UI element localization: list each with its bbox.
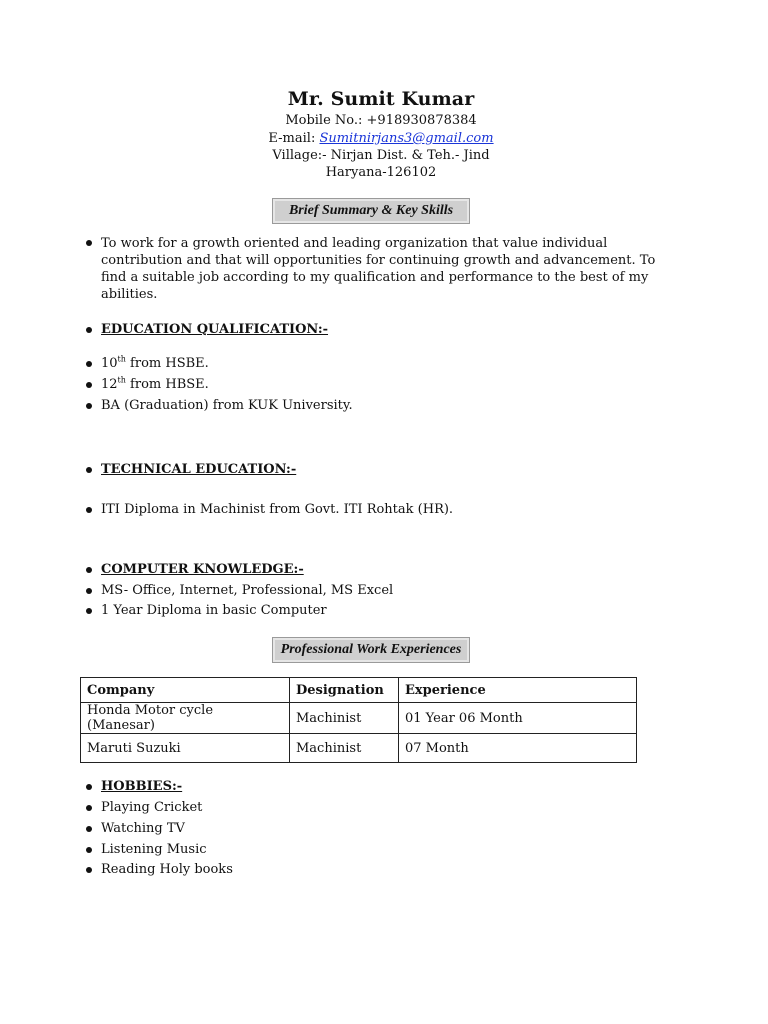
- bullet-icon: [86, 240, 92, 246]
- education-text: from HBSE.: [125, 377, 209, 392]
- computer-heading: COMPUTER KNOWLEDGE:-: [101, 562, 304, 577]
- table-cell: 01 Year 06 Month: [399, 703, 637, 734]
- table-cell: Machinist: [290, 734, 399, 763]
- education-item: [101, 355, 209, 372]
- summary-section-title: Brief Summary & Key Skills: [272, 198, 470, 224]
- bullet-icon: [86, 567, 92, 573]
- table-row: [81, 703, 637, 734]
- table-header-cell: Designation: [290, 678, 399, 703]
- bullet-icon: [86, 867, 92, 873]
- table-header-cell: Experience: [399, 678, 637, 703]
- email-label: E-mail:: [268, 131, 320, 146]
- candidate-name: Mr. Sumit Kumar: [287, 88, 475, 110]
- education-item: [101, 376, 209, 393]
- email-line: [0, 130, 762, 147]
- table-header-cell: Company: [81, 678, 290, 703]
- bullet-icon: [86, 382, 92, 388]
- table-cell: 07 Month: [399, 734, 637, 763]
- table-header-row: [81, 678, 637, 703]
- summary-paragraph: To work for a growth oriented and leading organization that value individual contribution and that will opportunities for continuing growth and advancement. To find a suitable job according to my qualification and performance to the best of my abilities.: [101, 236, 656, 302]
- bullet-icon: [86, 403, 92, 409]
- bullet-icon: [86, 361, 92, 367]
- bullet-icon: [86, 467, 92, 473]
- table-cell: Maruti Suzuki: [81, 734, 290, 763]
- table-cell: Machinist: [290, 703, 399, 734]
- computer-item: MS- Office, Internet, Professional, MS Excel: [101, 583, 394, 598]
- table-row: [81, 734, 637, 763]
- address-line-2: Haryana-126102: [325, 165, 437, 180]
- bullet-icon: [86, 327, 92, 333]
- hobbies-heading: HOBBIES:-: [101, 779, 183, 794]
- hobby-item: Playing Cricket: [101, 800, 203, 815]
- education-number: 10: [101, 356, 118, 371]
- experience-section-title: Professional Work Experiences: [272, 637, 470, 663]
- mobile-number: Mobile No.: +918930878384: [285, 113, 477, 128]
- bullet-icon: [86, 784, 92, 790]
- technical-heading: TECHNICAL EDUCATION:-: [101, 462, 297, 477]
- education-heading: EDUCATION QUALIFICATION:-: [101, 322, 329, 337]
- hobby-item: Reading Holy books: [101, 862, 233, 877]
- email-link[interactable]: Sumitnirjans3@gmail.com: [319, 131, 494, 146]
- bullet-icon: [86, 608, 92, 614]
- bullet-icon: [86, 588, 92, 594]
- table-cell: Honda Motor cycle (Manesar): [81, 703, 290, 734]
- address-line-1: Village:- Nirjan Dist. & Teh.- Jind: [272, 148, 490, 163]
- bullet-icon: [86, 805, 92, 811]
- education-item: BA (Graduation) from KUK University.: [101, 398, 353, 413]
- hobby-item: Listening Music: [101, 842, 207, 857]
- hobby-item: Watching TV: [101, 821, 185, 836]
- ordinal-suffix: th: [117, 375, 126, 385]
- computer-item: 1 Year Diploma in basic Computer: [101, 603, 327, 618]
- experience-table: [80, 677, 637, 763]
- technical-item: ITI Diploma in Machinist from Govt. ITI Rohtak (HR).: [101, 502, 454, 517]
- education-text: from HSBE.: [125, 356, 209, 371]
- bullet-icon: [86, 847, 92, 853]
- ordinal-suffix: th: [117, 354, 126, 364]
- bullet-icon: [86, 826, 92, 832]
- bullet-icon: [86, 507, 92, 513]
- education-number: 12: [101, 377, 118, 392]
